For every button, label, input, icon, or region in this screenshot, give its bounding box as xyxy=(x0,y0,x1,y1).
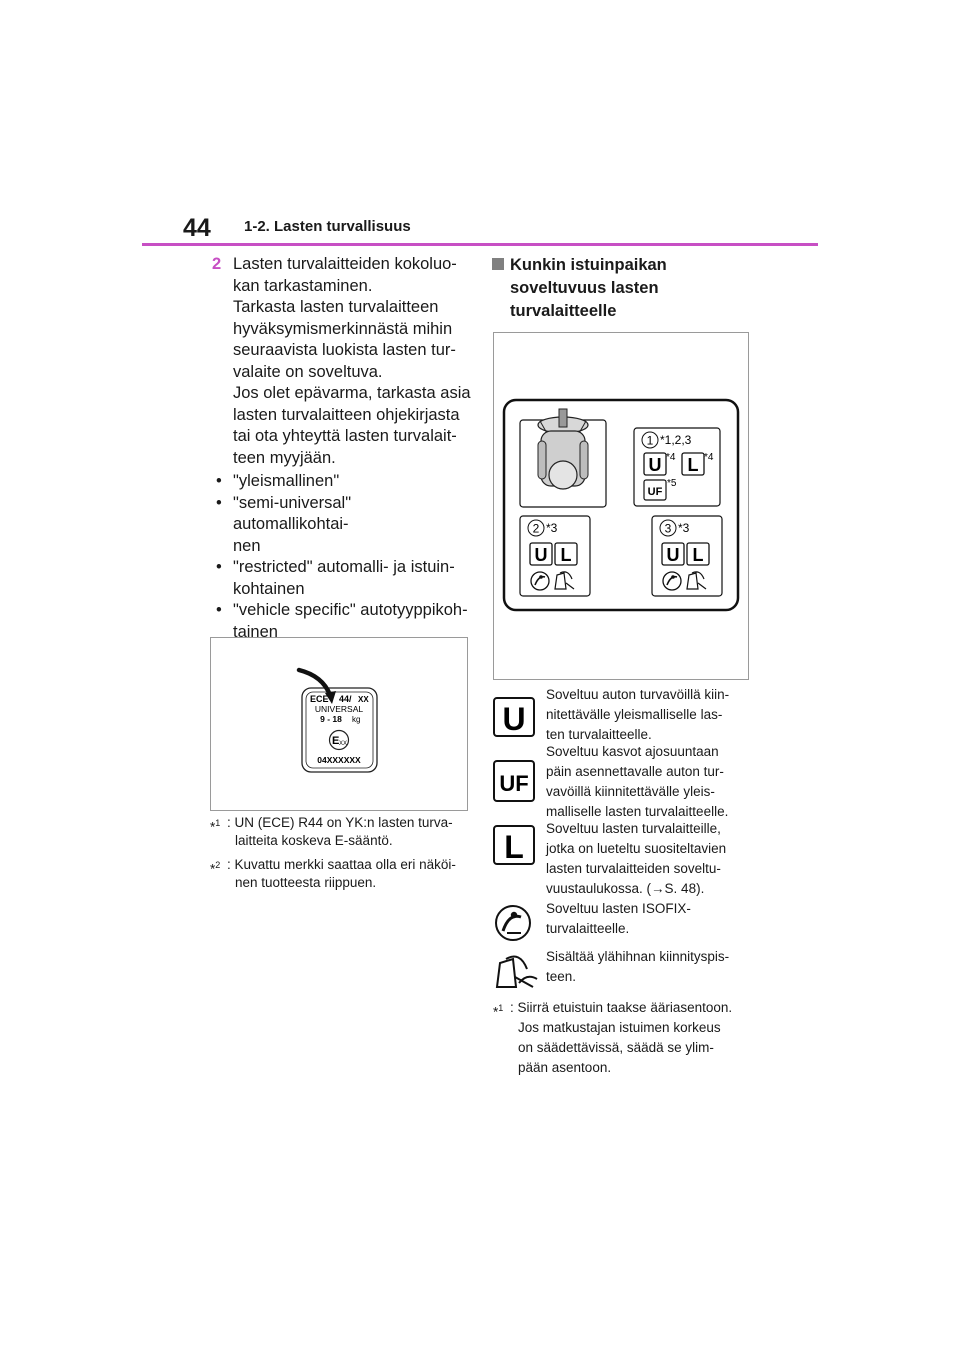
uf-note: *5 xyxy=(667,478,677,489)
step-number: 2 xyxy=(212,255,222,273)
legend-line: Sisältää ylähihnan kiinnityspis- xyxy=(546,949,730,964)
legend-line: teen. xyxy=(546,969,577,984)
section-title: 1-2. Lasten turvallisuus xyxy=(244,218,411,235)
step-line: valaite on soveltuva. xyxy=(233,362,383,381)
seat-3 xyxy=(652,516,722,596)
l-note: *4 xyxy=(704,452,714,463)
label-regulation: 44/ xyxy=(339,694,352,704)
footnote-2 xyxy=(210,856,472,892)
heading-line: Kunkin istuinpaikan xyxy=(510,256,667,274)
uf-letter: UF xyxy=(647,486,663,498)
e-mark: E xyxy=(332,735,340,747)
driver-icon xyxy=(538,431,588,489)
step-line: tai ota yhteyttä lasten turvalait- xyxy=(233,427,457,445)
u-letter: U xyxy=(648,455,662,475)
uf-icon xyxy=(493,760,535,802)
seat-note: *3 xyxy=(678,521,690,535)
step-line: teen myyjään. xyxy=(233,448,336,467)
seat-number: 2 xyxy=(532,521,540,536)
heading-line: turvalaitteelle xyxy=(510,302,617,320)
e-mark-sub: XX xyxy=(339,741,348,747)
footnote-line: Jos matkustajan istuimen korkeus xyxy=(518,1020,721,1035)
legend-line: turvalaitteelle. xyxy=(546,921,630,936)
isofix-icon xyxy=(493,903,533,943)
list-item xyxy=(212,493,470,558)
approval-label-figure xyxy=(210,637,468,811)
footnote-mark: * xyxy=(210,819,216,835)
step-line: hyväksymismerkinnästä mihin xyxy=(233,319,453,338)
footnote-1 xyxy=(210,814,472,850)
list-line: • "vehicle specific" autotyyppikoh- xyxy=(233,601,468,619)
legend-line: Soveltuu auton turvavöillä kiin- xyxy=(546,687,730,702)
l-icon xyxy=(493,825,535,865)
legend-line: päin asennettavalle auton tur- xyxy=(546,764,724,779)
seat-note: *1,2,3 xyxy=(660,433,692,447)
legend-line: vavöillä kiinnitettävälle yleis- xyxy=(546,784,715,799)
list-line: • "yleismallinen" xyxy=(233,472,340,490)
list-item xyxy=(212,471,470,493)
footnote-mark: * xyxy=(493,1004,499,1020)
list-line: tainen xyxy=(233,622,278,641)
footnote-sup: 2 xyxy=(215,860,221,870)
list-line: • "semi-universal" automallikohtai- xyxy=(233,493,352,533)
footnote-line: : Kuvattu merkki saattaa olla eri näköi- xyxy=(227,857,456,872)
label-regulation-xx: XX xyxy=(358,695,369,704)
seat-note: *3 xyxy=(546,521,558,535)
heading-line: soveltuvuus lasten xyxy=(510,279,659,297)
label-universal: UNIVERSAL xyxy=(314,704,364,714)
approval-code: 04XXXXXX xyxy=(317,755,361,765)
seat-number: 1 xyxy=(646,433,654,448)
legend-line: lasten turvalaitteiden soveltu- xyxy=(546,861,721,876)
heading-square-icon xyxy=(492,258,504,270)
step-line: Tarkasta lasten turvalaitteen xyxy=(233,298,439,316)
step-line: seuraavista luokista lasten tur- xyxy=(233,341,456,359)
list-line: kohtainen xyxy=(233,579,305,598)
u-letter: U xyxy=(666,545,680,565)
label-weight-unit: kg xyxy=(352,715,361,724)
footnote-line: : Siirrä etuistuin taakse ääriasentoon. xyxy=(510,1000,733,1015)
legend-line: ten turvalaitteelle. xyxy=(546,727,652,742)
list-line: • "restricted" automalli- ja istuin- xyxy=(233,558,455,576)
u-note: *4 xyxy=(666,452,676,463)
approval-label-illustration xyxy=(211,638,467,810)
step-line: kan tarkastaminen. xyxy=(233,276,373,295)
label-weight: 9 - 18 xyxy=(320,714,342,724)
u-icon xyxy=(493,697,535,737)
seat-diagram-figure xyxy=(493,332,749,680)
l-letter: L xyxy=(687,455,699,475)
list-item xyxy=(212,557,470,600)
legend-line: malliselle lasten turvalaitteelle. xyxy=(546,804,729,819)
top-tether-icon xyxy=(555,572,574,589)
category-list xyxy=(212,471,470,643)
step-line: Lasten turvalaitteiden kokoluo- xyxy=(233,255,457,273)
legend-line: nitettävälle yleismalliselle las- xyxy=(546,707,723,722)
legend-icon-letter: U xyxy=(502,701,526,737)
step-line: lasten turvalaitteen ohjekirjasta xyxy=(233,405,460,424)
legend-line: jotka on lueteltu suositeltavien xyxy=(546,841,727,856)
legend-icon-letter: L xyxy=(504,829,524,865)
step-text xyxy=(233,254,473,469)
footnote-line: : UN (ECE) R44 on YK:n lasten turva- xyxy=(227,815,453,830)
top-tether-icon xyxy=(687,572,706,589)
isofix-icon xyxy=(531,572,549,590)
footnote-line: nen tuotteesta riippuen. xyxy=(235,875,377,890)
page-number: 44 xyxy=(183,214,211,242)
seat-1 xyxy=(634,428,720,506)
l-letter: L xyxy=(692,545,704,565)
header-rule xyxy=(142,243,818,246)
legend-line: Soveltuu lasten turvalaitteille, xyxy=(546,821,721,836)
legend-line: Soveltuu lasten ISOFIX- xyxy=(546,901,691,916)
footnote-line: pään asentoon. xyxy=(518,1060,612,1075)
list-line: nen xyxy=(233,536,261,555)
u-letter: U xyxy=(534,545,548,565)
footnote-mark: * xyxy=(210,861,216,877)
footnote-sup: 1 xyxy=(498,1003,504,1013)
legend-line: Soveltuu kasvot ajosuuntaan xyxy=(546,744,719,759)
legend-icon-letter: UF xyxy=(499,771,529,796)
step-line: Jos olet epävarma, tarkasta asia xyxy=(233,384,471,402)
footnote-sup: 1 xyxy=(215,818,221,828)
seat-number: 3 xyxy=(664,521,672,536)
legend-line: vuustaulukossa. (→S. 48). xyxy=(546,881,705,896)
label-ece: ECE xyxy=(310,694,329,704)
seat-2 xyxy=(520,516,590,596)
isofix-icon xyxy=(663,572,681,590)
top-tether-icon xyxy=(493,951,541,991)
seat-diagram xyxy=(494,333,748,679)
l-letter: L xyxy=(560,545,572,565)
footnote-line: laitteita koskeva E-sääntö. xyxy=(235,833,393,848)
footnote-line: on säädettävissä, säädä se ylim- xyxy=(518,1040,714,1055)
